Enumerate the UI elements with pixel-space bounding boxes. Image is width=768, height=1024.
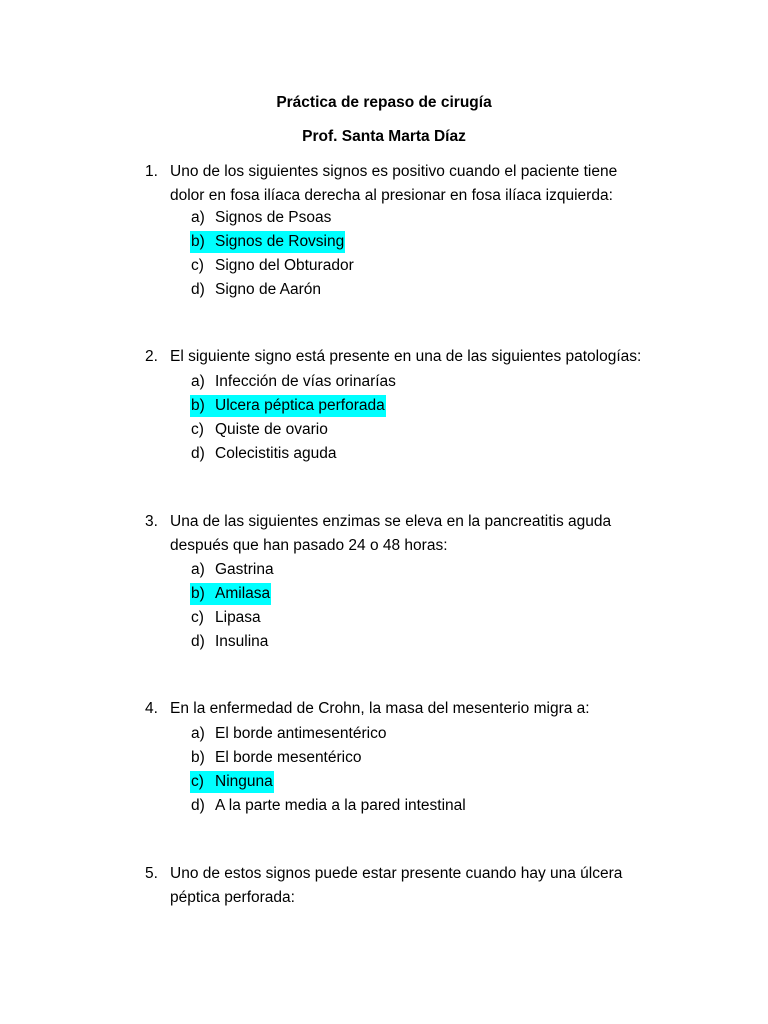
option-text: Insulina (215, 633, 269, 650)
answer-option (190, 255, 355, 277)
option-text: Colecistitis aguda (215, 445, 337, 462)
question-number: 2. (145, 348, 158, 365)
question-text-line: péptica perforada: (170, 889, 295, 906)
question-number: 5. (145, 865, 158, 882)
option-letter: b) (191, 585, 205, 602)
option-text: Quiste de ovario (215, 421, 328, 438)
option-letter: c) (191, 609, 204, 626)
answer-option (190, 443, 337, 465)
answer-option (190, 631, 269, 653)
question-text-line: dolor en fosa ilíaca derecha al presionar en fosa ilíaca izquierda: (170, 187, 613, 204)
question-text-line: Uno de estos signos puede estar presente cuando hay una úlcera (170, 865, 623, 882)
option-text: Signos de Rovsing (215, 233, 345, 250)
option-text: Signos de Psoas (215, 209, 332, 226)
option-text: El borde antimesentérico (215, 725, 387, 742)
option-text: El borde mesentérico (215, 749, 362, 766)
document-title: Práctica de repaso de cirugía (276, 94, 492, 111)
option-letter: c) (191, 421, 204, 438)
option-text: A la parte media a la pared intestinal (215, 797, 466, 814)
question-number: 3. (145, 513, 158, 530)
option-text: Gastrina (215, 561, 274, 578)
option-text: Amilasa (215, 585, 271, 602)
question-text-line: después que han pasado 24 o 48 horas: (170, 537, 448, 554)
question-text-line: El siguiente signo está presente en una de las siguientes patologías: (170, 348, 642, 365)
answer-option (190, 771, 274, 793)
answer-option (190, 795, 467, 817)
answer-option (190, 559, 275, 581)
option-letter: d) (191, 445, 205, 462)
option-text: Lipasa (215, 609, 261, 626)
option-letter: a) (191, 209, 205, 226)
question-text-line: Una de las siguientes enzimas se eleva en la pancreatitis aguda (170, 513, 612, 530)
question-number: 1. (145, 163, 158, 180)
question-text-line: En la enfermedad de Crohn, la masa del mesenterio migra a: (170, 700, 590, 717)
option-letter: a) (191, 725, 205, 742)
answer-option (190, 207, 332, 229)
option-letter: c) (191, 773, 204, 790)
question-text-line: Uno de los siguientes signos es positivo cuando el paciente tiene (170, 163, 618, 180)
option-text: Signo del Obturador (215, 257, 354, 274)
option-text: Ninguna (215, 773, 273, 790)
option-letter: b) (191, 397, 205, 414)
option-letter: d) (191, 281, 205, 298)
answer-option (190, 747, 362, 769)
option-letter: a) (191, 373, 205, 390)
option-letter: a) (191, 561, 205, 578)
answer-option (190, 583, 271, 605)
answer-option (190, 371, 397, 393)
answer-option (190, 279, 322, 301)
answer-option (190, 419, 329, 441)
option-letter: b) (191, 749, 205, 766)
question-number: 4. (145, 700, 158, 717)
answer-option (190, 607, 262, 629)
option-text: Signo de Aarón (215, 281, 322, 298)
option-letter: c) (191, 257, 204, 274)
answer-option (190, 395, 386, 417)
option-letter: d) (191, 797, 205, 814)
document-author: Prof. Santa Marta Díaz (302, 128, 466, 145)
answer-option (190, 231, 345, 253)
option-letter: b) (191, 233, 205, 250)
option-letter: d) (191, 633, 205, 650)
option-text: Infección de vías orinarías (215, 373, 396, 390)
option-text: Ulcera péptica perforada (215, 397, 385, 414)
answer-option (190, 723, 387, 745)
